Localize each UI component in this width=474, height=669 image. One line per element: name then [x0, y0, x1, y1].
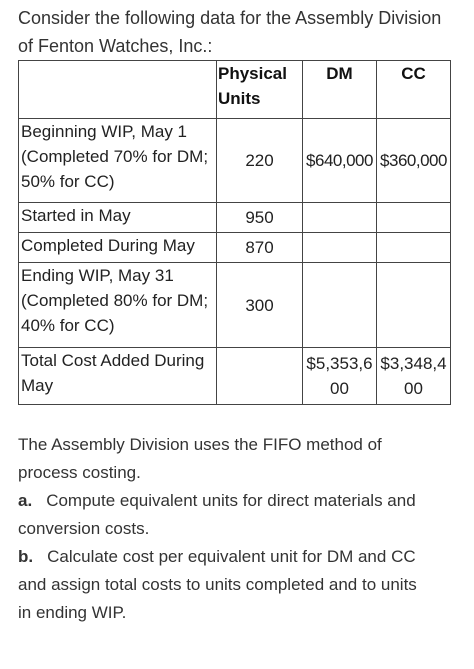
row-label: Beginning WIP, May 1 (Completed 70% for DM; 50% for CC) — [19, 119, 217, 203]
cell-cc — [377, 233, 451, 263]
question-b: b. Calculate cost per equivalent unit for DM and CC and assign total costs to units completed and to units in ending WIP. — [18, 547, 417, 622]
header-physical-units: Physical Units — [217, 61, 303, 119]
question-a: a. Compute equivalent units for direct materials and conversion costs. — [18, 491, 416, 538]
header-cc: CC — [377, 61, 451, 119]
cell-units: 220 — [217, 119, 303, 203]
row-label: Total Cost Added During May — [19, 348, 217, 405]
cell-dm: $5,353,6 00 — [303, 348, 377, 405]
intro-line-1: Consider the following data for the Assembly Division — [18, 8, 442, 28]
row-label: Ending WIP, May 31 (Completed 80% for DM; 40% for CC) — [19, 263, 217, 348]
table-row — [19, 119, 451, 203]
question-a-marker: a. — [18, 491, 33, 510]
intro-line-2: of Fenton Watches, Inc.: — [18, 36, 213, 56]
question-b-marker: b. — [18, 547, 34, 566]
table-row — [19, 263, 451, 348]
table-header-row — [19, 61, 451, 119]
cell-cc — [377, 203, 451, 233]
cell-units: 870 — [217, 233, 303, 263]
cell-dm — [303, 263, 377, 348]
method-paragraph: The Assembly Division uses the FIFO method of process costing. — [18, 435, 382, 482]
cell-units: 300 — [217, 263, 303, 348]
header-empty-cell — [19, 61, 217, 119]
question-text — [18, 431, 463, 627]
row-label: Started in May — [19, 203, 217, 233]
cell-dm: $640,000 — [303, 119, 377, 203]
cell-cc: $3,348,4 00 — [377, 348, 451, 405]
table-row — [19, 203, 451, 233]
table-row — [19, 348, 451, 405]
cell-units: 950 — [217, 203, 303, 233]
header-dm: DM — [303, 61, 377, 119]
cell-units — [217, 348, 303, 405]
data-table — [18, 60, 451, 405]
cell-dm — [303, 203, 377, 233]
cell-cc — [377, 263, 451, 348]
table-row — [19, 233, 451, 263]
cell-dm — [303, 233, 377, 263]
cell-cc: $360,000 — [377, 119, 451, 203]
intro-text — [18, 4, 458, 60]
row-label: Completed During May — [19, 233, 217, 263]
